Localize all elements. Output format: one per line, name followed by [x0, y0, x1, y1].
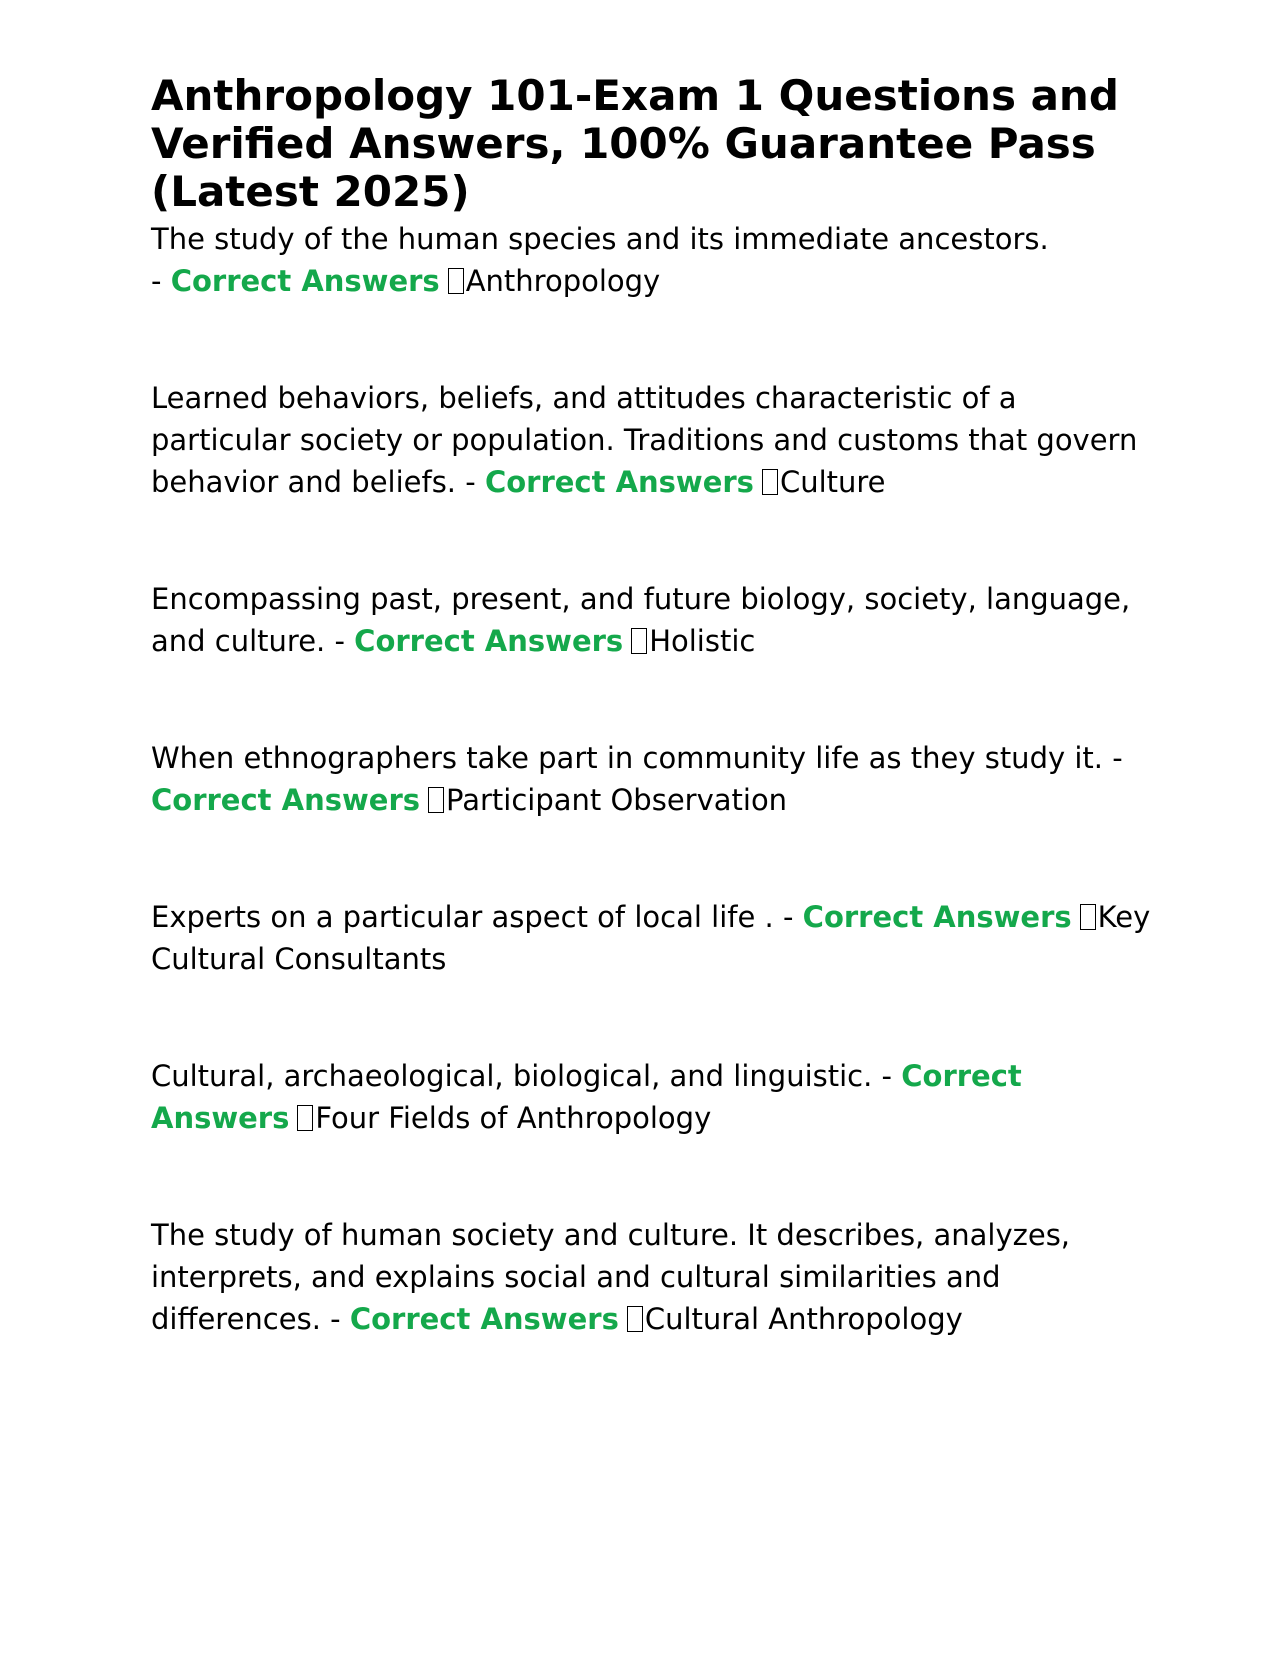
correct-answers-label: Correct Answers [484, 465, 754, 499]
answer-text: Key Cultural Consultants [151, 900, 1151, 976]
separator: - [320, 1302, 350, 1336]
question-text: Experts on a particular aspect of local life . [151, 900, 774, 934]
answer-text: Anthropology [465, 264, 661, 298]
separator: - [872, 1059, 902, 1093]
separator: - [151, 264, 171, 298]
question-text: Learned behaviors, beliefs, and attitudes characteristic of a particular society or population. Traditions and customs that govern behavior and beliefs. [151, 381, 1138, 499]
answer-text: Four Fields of Anthropology [315, 1101, 712, 1135]
correct-answers-label: Correct Answers [349, 1302, 619, 1336]
answer-text: Holistic [649, 624, 756, 658]
question-text: Cultural, archaeological, biological, and linguistic. [151, 1059, 873, 1093]
correct-answers-label: Correct Answers [802, 900, 1072, 934]
question-text: The study of the human species and its immediate ancestors. [151, 222, 1049, 256]
question-text: When ethnographers take part in community life as they study it. [151, 741, 1104, 775]
document-title: Anthropology 101-Exam 1 Questions and Verified Answers, 100% Guarantee Pass (Latest 2025) [151, 71, 1119, 216]
missing-glyph-icon [762, 469, 778, 495]
missing-glyph-icon [297, 1105, 313, 1131]
qa-item [151, 218, 1151, 302]
document-page [151, 72, 1151, 1340]
correct-answers-label: Correct Answers [151, 1059, 1022, 1135]
correct-answers-label: Correct Answers [151, 783, 421, 817]
qa-item [151, 1055, 1151, 1139]
question-text: The study of human society and culture. It describes, analyzes, interprets, and explains social and cultural similarities and differences. [151, 1218, 1071, 1336]
separator: - [773, 900, 803, 934]
missing-glyph-icon [1080, 904, 1096, 930]
missing-glyph-icon [631, 628, 647, 654]
separator: - [1103, 741, 1123, 775]
question-text: Encompassing past, present, and future biology, society, language, and culture. [151, 582, 1131, 658]
separator: - [325, 624, 355, 658]
qa-item [151, 578, 1151, 662]
correct-answers-label: Correct Answers [354, 624, 624, 658]
answer-text: Participant Observation [446, 783, 788, 817]
qa-item [151, 896, 1151, 980]
answer-text: Culture [779, 465, 886, 499]
qa-item [151, 377, 1151, 503]
missing-glyph-icon [428, 787, 444, 813]
answer-text: Cultural Anthropology [644, 1302, 963, 1336]
correct-answers-label: Correct Answers [170, 264, 440, 298]
qa-item [151, 737, 1151, 821]
separator: - [456, 465, 485, 499]
qa-item [151, 1214, 1151, 1340]
missing-glyph-icon [448, 268, 464, 294]
missing-glyph-icon [627, 1306, 643, 1332]
